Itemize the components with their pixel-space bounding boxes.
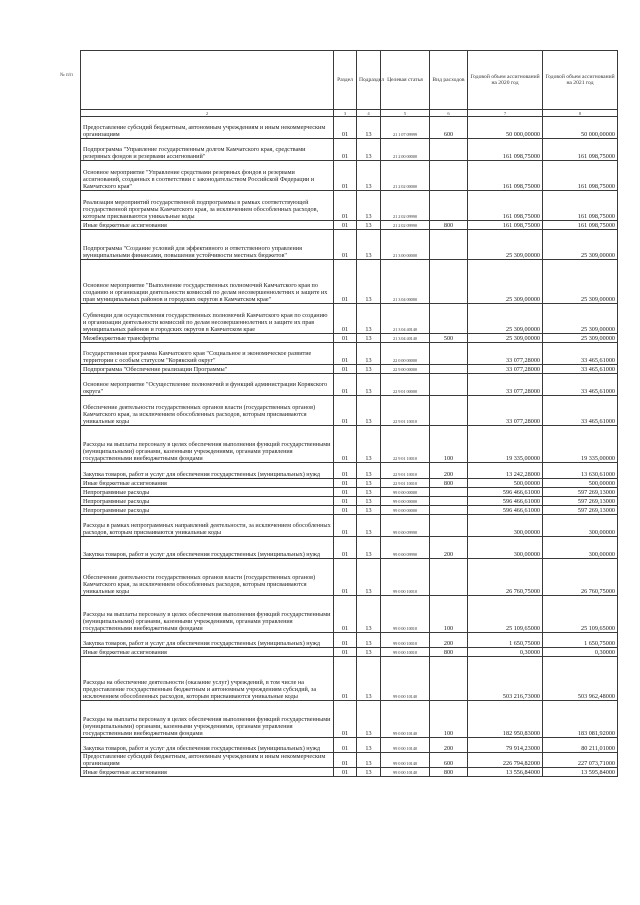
row-section-cell: 01 [334,648,357,657]
row-sum-2021-cell: 25 309,00000 [543,260,618,304]
row-sum-2021-cell: 597 269,13000 [543,488,618,497]
row-sum-2020-cell: 0,30000 [468,648,543,657]
row-vr-cell: 200 [430,463,468,479]
row-name-cell: Расходы на выплаты персоналу в целях обеспечения выполнения функций государственными (муниципальными) органами, казенными учреждениями, органами управления государственными внебюджетными фондами [81,701,334,738]
index-cell: 8 [543,110,618,117]
row-target-cell: 99 0 00 09990 [381,537,430,559]
row-sum-2020-cell: 26 760,75000 [468,559,543,596]
row-sum-2021-cell: 500,00000 [543,479,618,488]
row-subsection-cell: 13 [357,537,381,559]
row-vr-cell [430,161,468,191]
row-target-cell: 99 0 00 00000 [381,497,430,506]
rownum-header: № п/п [60,73,73,78]
row-sum-2021-cell: 0,30000 [543,648,618,657]
table-row [81,304,618,334]
index-cell: 4 [357,110,381,117]
row-subsection-cell: 13 [357,230,381,260]
row-sum-2020-cell: 13 556,84000 [468,768,543,777]
row-sum-2020-cell: 503 216,73000 [468,657,543,701]
table-row [81,768,618,777]
row-section-cell: 01 [334,304,357,334]
row-subsection-cell: 13 [357,596,381,633]
table-row [81,657,618,701]
row-subsection-cell: 13 [357,221,381,230]
row-subsection-cell: 13 [357,304,381,334]
row-name-cell: Иные бюджетные ассигнования [81,648,334,657]
row-vr-cell: 100 [430,596,468,633]
row-subsection-cell: 13 [357,657,381,701]
row-subsection-cell: 13 [357,260,381,304]
row-target-cell: 99 0 00 09990 [381,515,430,537]
row-target-cell: 22 9 01 10010 [381,426,430,463]
row-subsection-cell: 13 [357,334,381,343]
row-name-cell: Государственная программа Камчатского края "Социальное и экономическое развитие территории с особым статусом "Корякский округ" [81,343,334,365]
index-cell: 2 [81,110,334,117]
row-sum-2021-cell: 33 465,61000 [543,374,618,396]
row-section-cell: 01 [334,515,357,537]
row-name-cell: Предоставление субсидий бюджетным, автономным учреждениям и иным некоммерческим организациям [81,753,334,768]
header-subsection: Подраздел [357,51,381,110]
table-row [81,488,618,497]
row-sum-2021-cell: 13 630,61000 [543,463,618,479]
row-sum-2021-cell: 161 098,75000 [543,221,618,230]
row-sum-2021-cell: 25 309,00000 [543,304,618,334]
row-name-cell: Иные бюджетные ассигнования [81,221,334,230]
row-section-cell: 01 [334,559,357,596]
row-name-cell: Предоставление субсидий бюджетным, автономным учреждениям и иным некоммерческим организациям [81,117,334,139]
row-vr-cell: 500 [430,334,468,343]
row-section-cell: 01 [334,701,357,738]
row-target-cell: 21 1 07 09999 [381,117,430,139]
row-sum-2021-cell: 25 309,00000 [543,334,618,343]
row-sum-2020-cell: 79 914,23000 [468,738,543,753]
row-name-cell: Субвенции для осуществления государственных полномочий Камчатского края по созданию и организации деятельности комиссий по делам несовершеннолетних и защите их прав муниципальных районов и городских округов в Камчатском крае [81,304,334,334]
row-section-cell: 01 [334,488,357,497]
row-section-cell: 01 [334,161,357,191]
row-section-cell: 01 [334,426,357,463]
row-sum-2021-cell: 26 760,75000 [543,559,618,596]
row-subsection-cell: 13 [357,396,381,426]
row-sum-2020-cell: 182 950,83000 [468,701,543,738]
row-target-cell: 21 3 04 40140 [381,304,430,334]
row-subsection-cell: 13 [357,374,381,396]
row-sum-2021-cell: 227 073,71000 [543,753,618,768]
row-sum-2020-cell: 25 309,00000 [468,334,543,343]
row-subsection-cell: 13 [357,559,381,596]
row-sum-2020-cell: 1 650,75000 [468,633,543,648]
row-vr-cell: 100 [430,426,468,463]
row-target-cell: 21 2 02 09990 [381,191,430,221]
row-target-cell: 99 0 00 10010 [381,648,430,657]
row-subsection-cell: 13 [357,426,381,463]
row-sum-2020-cell: 596 466,61000 [468,488,543,497]
row-target-cell: 99 0 00 10140 [381,657,430,701]
table-row [81,365,618,374]
row-target-cell: 99 0 00 00000 [381,506,430,515]
row-vr-cell [430,343,468,365]
budget-table [80,50,618,777]
row-subsection-cell: 13 [357,701,381,738]
row-sum-2021-cell: 597 269,13000 [543,506,618,515]
row-subsection-cell: 13 [357,139,381,161]
row-sum-2020-cell: 300,00000 [468,537,543,559]
header-sum-2020: Годовой объем ассигнований на 2020 год [468,51,543,110]
row-subsection-cell: 13 [357,117,381,139]
row-sum-2021-cell: 300,00000 [543,515,618,537]
row-name-cell: Расходы в рамках непрограммных направлений деятельности, за исключением обособленных расходов, которым присваиваются уникальные коды [81,515,334,537]
row-section-cell: 01 [334,596,357,633]
row-target-cell: 21 3 04 40140 [381,334,430,343]
row-sum-2020-cell: 596 466,61000 [468,497,543,506]
row-target-cell: 22 9 01 10010 [381,463,430,479]
row-vr-cell: 800 [430,221,468,230]
row-sum-2020-cell: 19 335,00000 [468,426,543,463]
row-section-cell: 01 [334,506,357,515]
row-target-cell: 99 0 00 10140 [381,768,430,777]
row-subsection-cell: 13 [357,497,381,506]
row-name-cell: Закупка товаров, работ и услуг для обеспечения государственных (муниципальных) нужд [81,463,334,479]
row-vr-cell [430,230,468,260]
row-sum-2020-cell: 25 309,00000 [468,304,543,334]
table-row [81,117,618,139]
row-vr-cell [430,191,468,221]
row-subsection-cell: 13 [357,506,381,515]
row-section-cell: 01 [334,537,357,559]
row-name-cell: Основное мероприятие "Управление средствами резервных фондов и резервами ассигнований, созданных в соответствии с законодательством Российской Федерации и Камчатского края" [81,161,334,191]
table-row [81,596,618,633]
row-vr-cell [430,497,468,506]
row-vr-cell [430,657,468,701]
row-sum-2020-cell: 33 077,28000 [468,374,543,396]
row-section-cell: 01 [334,396,357,426]
row-vr-cell [430,304,468,334]
row-vr-cell [430,506,468,515]
row-sum-2021-cell: 33 465,61000 [543,365,618,374]
row-target-cell: 22 9 01 10010 [381,396,430,426]
row-sum-2020-cell: 161 098,75000 [468,191,543,221]
row-sum-2020-cell: 25 309,00000 [468,260,543,304]
row-vr-cell [430,365,468,374]
table-row [81,463,618,479]
row-name-cell: Иные бюджетные ассигнования [81,479,334,488]
index-cell: 3 [334,110,357,117]
row-name-cell: Закупка товаров, работ и услуг для обеспечения государственных (муниципальных) нужд [81,738,334,753]
table-row [81,479,618,488]
table-row [81,537,618,559]
row-name-cell: Подпрограмма "Управление государственным долгом Камчатского края, средствами резервных фондов и резервами ассигнований" [81,139,334,161]
row-name-cell: Основное мероприятие "Осуществление полномочий и функций администрации Корякского округа" [81,374,334,396]
table-row [81,221,618,230]
row-section-cell: 01 [334,365,357,374]
row-target-cell: 99 0 00 10140 [381,753,430,768]
row-subsection-cell: 13 [357,479,381,488]
row-target-cell: 22 9 01 10010 [381,479,430,488]
row-subsection-cell: 13 [357,488,381,497]
row-section-cell: 01 [334,657,357,701]
row-vr-cell [430,488,468,497]
row-section-cell: 01 [334,343,357,365]
row-vr-cell [430,260,468,304]
row-sum-2020-cell: 596 466,61000 [468,506,543,515]
row-section-cell: 01 [334,221,357,230]
row-target-cell: 99 0 00 00000 [381,488,430,497]
row-vr-cell: 800 [430,648,468,657]
table-body [81,117,618,777]
header-target: Целевая статья [381,51,430,110]
row-name-cell: Непрограммные расходы [81,497,334,506]
table-row [81,374,618,396]
row-sum-2020-cell: 25 109,65000 [468,596,543,633]
row-name-cell: Подпрограмма "Обеспечение реализации Программы" [81,365,334,374]
row-vr-cell: 200 [430,537,468,559]
header-name [81,51,334,110]
table-row [81,343,618,365]
row-name-cell: Подпрограмма "Создание условий для эффективного и ответственного управления муниципальными финансами, повышения устойчивости местных бюджетов" [81,230,334,260]
row-section-cell: 01 [334,463,357,479]
table-row [81,139,618,161]
table-row [81,334,618,343]
row-sum-2020-cell: 13 242,28000 [468,463,543,479]
header-vr: Вид расходов [430,51,468,110]
row-section-cell: 01 [334,768,357,777]
row-subsection-cell: 13 [357,343,381,365]
row-name-cell: Обеспечение деятельности государственных органов власти (государственных органов) Камчатского края, за исключением обособленных расходов, которым присваиваются уникальные коды [81,559,334,596]
index-row [81,110,618,117]
row-sum-2021-cell: 33 465,61000 [543,396,618,426]
row-section-cell: 01 [334,738,357,753]
row-vr-cell [430,515,468,537]
row-target-cell: 99 0 00 10140 [381,701,430,738]
row-name-cell: Закупка товаров, работ и услуг для обеспечения государственных (муниципальных) нужд [81,633,334,648]
row-name-cell: Обеспечение деятельности государственных органов власти (государственных органов) Камчатского края, за исключением обособленных расходов, которым присваиваются уникальные коды [81,396,334,426]
row-target-cell: 22 9 01 00000 [381,374,430,396]
table-row [81,515,618,537]
row-target-cell: 99 0 00 10010 [381,633,430,648]
row-vr-cell: 200 [430,633,468,648]
row-sum-2021-cell: 161 098,75000 [543,139,618,161]
row-target-cell: 99 0 00 10140 [381,738,430,753]
row-name-cell: Непрограммные расходы [81,488,334,497]
table-row [81,497,618,506]
row-section-cell: 01 [334,334,357,343]
table-row [81,753,618,768]
row-sum-2021-cell: 300,00000 [543,537,618,559]
row-name-cell: Расходы на обеспечение деятельности (оказание услуг) учреждений, в том числе на предоставление государственным бюджетным и автономным учреждениям субсидий, за исключением обособленных расходов, которым присваиваются уникальные коды [81,657,334,701]
row-section-cell: 01 [334,633,357,648]
row-target-cell: 22 9 00 00000 [381,365,430,374]
row-section-cell: 01 [334,230,357,260]
row-subsection-cell: 13 [357,738,381,753]
table-row [81,230,618,260]
row-subsection-cell: 13 [357,633,381,648]
row-name-cell: Закупка товаров, работ и услуг для обеспечения государственных (муниципальных) нужд [81,537,334,559]
row-sum-2021-cell: 161 098,75000 [543,161,618,191]
row-subsection-cell: 13 [357,365,381,374]
row-section-cell: 01 [334,497,357,506]
row-name-cell: Межбюджетные трансферты [81,334,334,343]
index-cell: 7 [468,110,543,117]
table-row [81,396,618,426]
table-row [81,506,618,515]
row-sum-2021-cell: 1 650,75000 [543,633,618,648]
row-vr-cell: 800 [430,479,468,488]
row-name-cell: Расходы на выплаты персоналу в целях обеспечения выполнения функций государственными (муниципальными) органами, казенными учреждениями, органами управления государственными внебюджетными фондами [81,596,334,633]
row-sum-2021-cell: 161 098,75000 [543,191,618,221]
row-target-cell: 21 3 04 00000 [381,260,430,304]
row-sum-2020-cell: 226 794,82000 [468,753,543,768]
row-target-cell: 99 0 00 10010 [381,559,430,596]
row-vr-cell: 200 [430,738,468,753]
row-vr-cell [430,374,468,396]
row-sum-2021-cell: 25 109,65000 [543,596,618,633]
row-subsection-cell: 13 [357,768,381,777]
index-cell: 6 [430,110,468,117]
row-vr-cell [430,139,468,161]
row-section-cell: 01 [334,139,357,161]
row-target-cell: 21 3 00 00000 [381,230,430,260]
row-vr-cell: 800 [430,768,468,777]
row-sum-2020-cell: 33 077,28000 [468,365,543,374]
row-section-cell: 01 [334,374,357,396]
row-sum-2021-cell: 183 081,92000 [543,701,618,738]
row-subsection-cell: 13 [357,191,381,221]
row-subsection-cell: 13 [357,161,381,191]
row-target-cell: 21 2 00 00000 [381,139,430,161]
row-sum-2021-cell: 13 595,84000 [543,768,618,777]
row-name-cell: Реализация мероприятий государственной подпрограммы в рамках соответствующей государственной программы Камчатского края, за исключением обособленных расходов, которым присваиваются уникальные коды [81,191,334,221]
row-sum-2020-cell: 161 098,75000 [468,161,543,191]
table-row [81,701,618,738]
table-row [81,161,618,191]
table-row [81,260,618,304]
row-sum-2021-cell: 33 465,61000 [543,343,618,365]
row-subsection-cell: 13 [357,753,381,768]
table-row [81,633,618,648]
row-section-cell: 01 [334,260,357,304]
index-cell: 5 [381,110,430,117]
row-vr-cell: 600 [430,117,468,139]
row-section-cell: 01 [334,753,357,768]
row-vr-cell [430,396,468,426]
row-section-cell: 01 [334,117,357,139]
row-sum-2021-cell: 25 309,00000 [543,230,618,260]
row-target-cell: 21 2 02 00000 [381,161,430,191]
row-vr-cell: 100 [430,701,468,738]
row-target-cell: 22 0 00 00000 [381,343,430,365]
row-sum-2021-cell: 597 269,13000 [543,497,618,506]
row-sum-2021-cell: 19 335,00000 [543,426,618,463]
row-sum-2021-cell: 503 962,48000 [543,657,618,701]
row-name-cell: Непрограммные расходы [81,506,334,515]
row-target-cell: 21 2 02 09990 [381,221,430,230]
row-name-cell: Иные бюджетные ассигнования [81,768,334,777]
row-sum-2021-cell: 50 000,00000 [543,117,618,139]
row-sum-2020-cell: 33 077,28000 [468,343,543,365]
row-sum-2020-cell: 300,00000 [468,515,543,537]
row-subsection-cell: 13 [357,648,381,657]
row-sum-2020-cell: 25 309,00000 [468,230,543,260]
row-sum-2020-cell: 161 098,75000 [468,139,543,161]
row-sum-2020-cell: 161 098,75000 [468,221,543,230]
row-sum-2020-cell: 500,00000 [468,479,543,488]
row-subsection-cell: 13 [357,463,381,479]
table-row [81,191,618,221]
table-row [81,559,618,596]
table-row [81,648,618,657]
row-section-cell: 01 [334,191,357,221]
row-vr-cell: 600 [430,753,468,768]
row-target-cell: 99 0 00 10010 [381,596,430,633]
row-section-cell: 01 [334,479,357,488]
table-header-row [81,51,618,110]
row-name-cell: Основное мероприятие "Выполнение государственных полномочий Камчатского края по созданию и организации деятельности комиссий по делам несовершеннолетних и защите их прав муниципальных районов и городских округов в Камчатском крае" [81,260,334,304]
row-sum-2021-cell: 80 211,01000 [543,738,618,753]
header-section: Раздел [334,51,357,110]
row-name-cell: Расходы на выплаты персоналу в целях обеспечения выполнения функций государственными (муниципальными) органами, казенными учреждениями, органами управления государственными внебюджетными фондами [81,426,334,463]
row-sum-2020-cell: 33 077,28000 [468,396,543,426]
table-row [81,426,618,463]
header-sum-2021: Годовой объем ассигнований на 2021 год [543,51,618,110]
row-sum-2020-cell: 50 000,00000 [468,117,543,139]
row-subsection-cell: 13 [357,515,381,537]
table-row [81,738,618,753]
row-vr-cell [430,559,468,596]
